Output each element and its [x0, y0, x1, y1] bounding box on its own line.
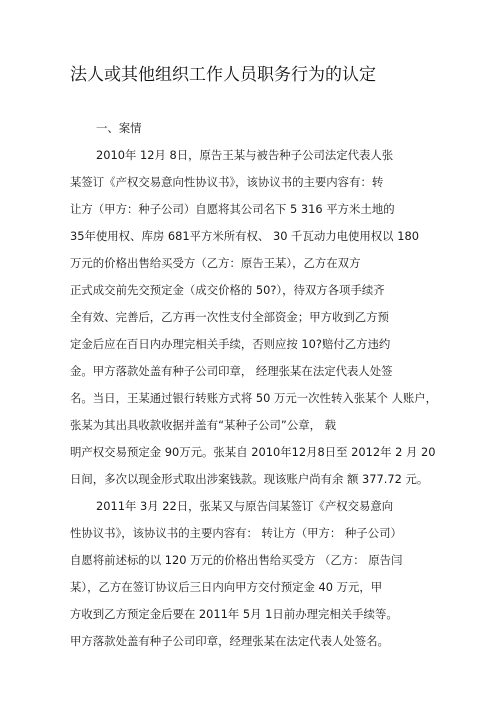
section-heading: 一、案情: [96, 121, 142, 135]
text-line-5: 万元的价格出售给买受方（乙方：原告王某），乙方在双方: [70, 256, 361, 270]
text-line-13: 日间，多次以现金形式取出涉案钱款。现该账户尚有余 额 377.72 元。: [70, 472, 429, 486]
text-line-14: 2011年 3月 22日，张某又与原告闫某签订《产权交易意向: [96, 499, 394, 513]
text-line-9: 金。甲方落款处盖有种子公司印章， 经理张某在法定代表人处签: [70, 364, 393, 378]
text-line-2: 某签订《产权交易意向性协议书》，该协议书的主要内容有：转: [70, 175, 384, 189]
text-line-19: 甲方落款处盖有种子公司印章，经理张某在法定代表人处签名。: [70, 634, 389, 648]
text-line-11: 张某为其出具收款收据并盖有“某种子公司”公章， 载: [70, 418, 337, 432]
text-line-1: 2010年 12月 8日，原告王某与被告种子公司法定代表人张: [96, 148, 394, 162]
text-line-6: 正式成交前先交预定金（成交价格的 50?），待双方各项手续齐: [70, 283, 385, 297]
text-line-16: 自愿将前述标的以 120 万元的价格出售给买受方 （乙方： 原告闫: [70, 553, 403, 567]
text-line-17: 某），乙方在签订协议后三日内向甲方交付预定金 40 万元，甲: [70, 580, 383, 594]
page-title: 法人或其他组织工作人员职务行为的认定: [70, 65, 376, 85]
text-line-18: 方收到乙方预定金后要在 2011年 5月 1日前办理完相关手续等。: [70, 607, 398, 621]
text-line-3: 让方（甲方：种子公司）自愿将其公司名下 5 316 平方米土地的: [70, 202, 395, 216]
text-line-7: 全有效、完善后，乙方再一次性支付全部资金；甲方收到乙方预: [70, 310, 389, 324]
text-line-8: 定金后应在百日内办理完相关手续，否则应按 10?赔付乙方违约: [70, 337, 391, 351]
text-line-15: 性协议书》，该协议书的主要内容有： 转让方（甲方： 种子公司）: [70, 526, 402, 540]
text-line-4: 35年使用权、库房 681平方米所有权、 30 千瓦动力电使用权以 180: [70, 229, 419, 243]
text-line-10: 名。当日，王某通过银行转账方式将 50 万元一次性转入张某个 人账户，: [70, 391, 438, 405]
text-line-12: 明产权交易预定金 90万元。张某自 2010年12月8日至 2012年 2 月 20: [70, 445, 436, 459]
